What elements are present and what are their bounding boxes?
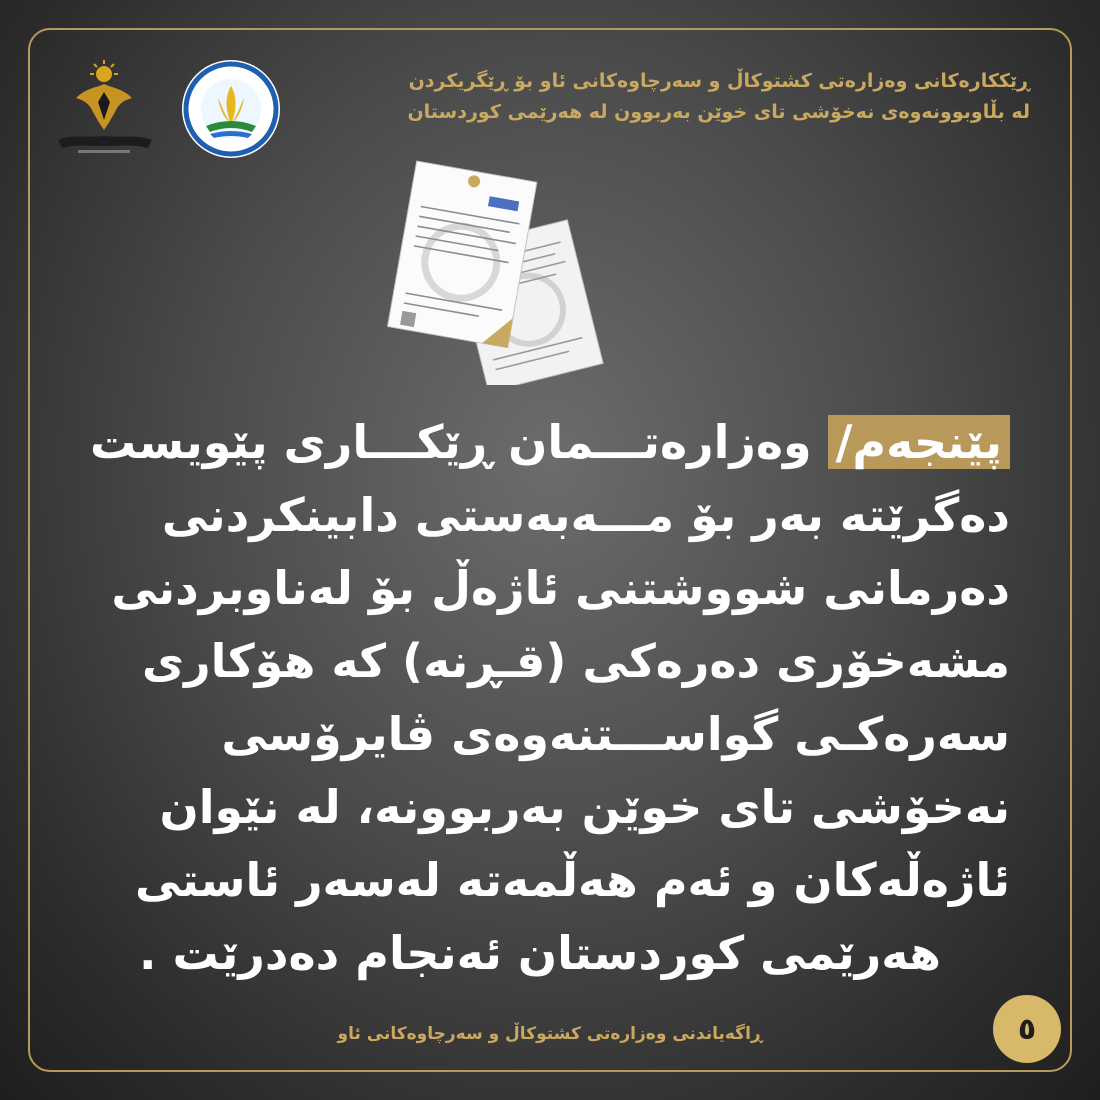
main-line: ئاژەڵەکان و ئەم هەڵمەتە لەسەر ئاستی [134, 853, 1010, 907]
point-number-highlight: پێنجەم/ [828, 415, 1010, 469]
official-documents-illustration [378, 160, 608, 385]
main-line: هەرێمی کوردستان ئەنجام دەدرێت . [138, 926, 942, 980]
main-paragraph [70, 406, 1010, 990]
footer-credit: ڕاگەیاندنی وەزارەتی کشتوکاڵ و سەرچاوەکانی ئاو [337, 1024, 763, 1044]
main-line: دەرمانی شووشتنی ئاژەڵ بۆ لەناوبردنی [111, 561, 1010, 615]
main-line: دەگرێتە بەر بۆ مـــەبەستی دابینکردنی [161, 488, 1010, 542]
main-line: سەرەکـی گواســـتنەوەی ڤایرۆسی [221, 707, 1010, 761]
ministry-seal-logo [180, 58, 282, 160]
header-title-line-2: لە بڵاوبوونەوەی نەخۆشی تای خوێن بەربوون لە هەرێمی کوردستان [407, 101, 1030, 123]
main-line: مشەخۆری دەرەکی (قـڕنە) کە هۆکاری [141, 634, 1010, 688]
main-line [70, 406, 1010, 479]
krg-emblem-logo [52, 58, 160, 158]
header-title [330, 66, 1030, 128]
main-line: نەخۆشی تای خوێن بەربوونە، لە نێوان [159, 780, 1010, 834]
page-number-badge: ٥ [993, 995, 1061, 1063]
header-title-line-1: ڕێککارەکانی وەزارەتی کشتوکاڵ و سەرچاوەکانی ئاو بۆ ڕێگریکردن [408, 70, 1030, 92]
main-line-text: وەزارەتـــمان ڕێکـــاری پێویست [90, 415, 812, 469]
